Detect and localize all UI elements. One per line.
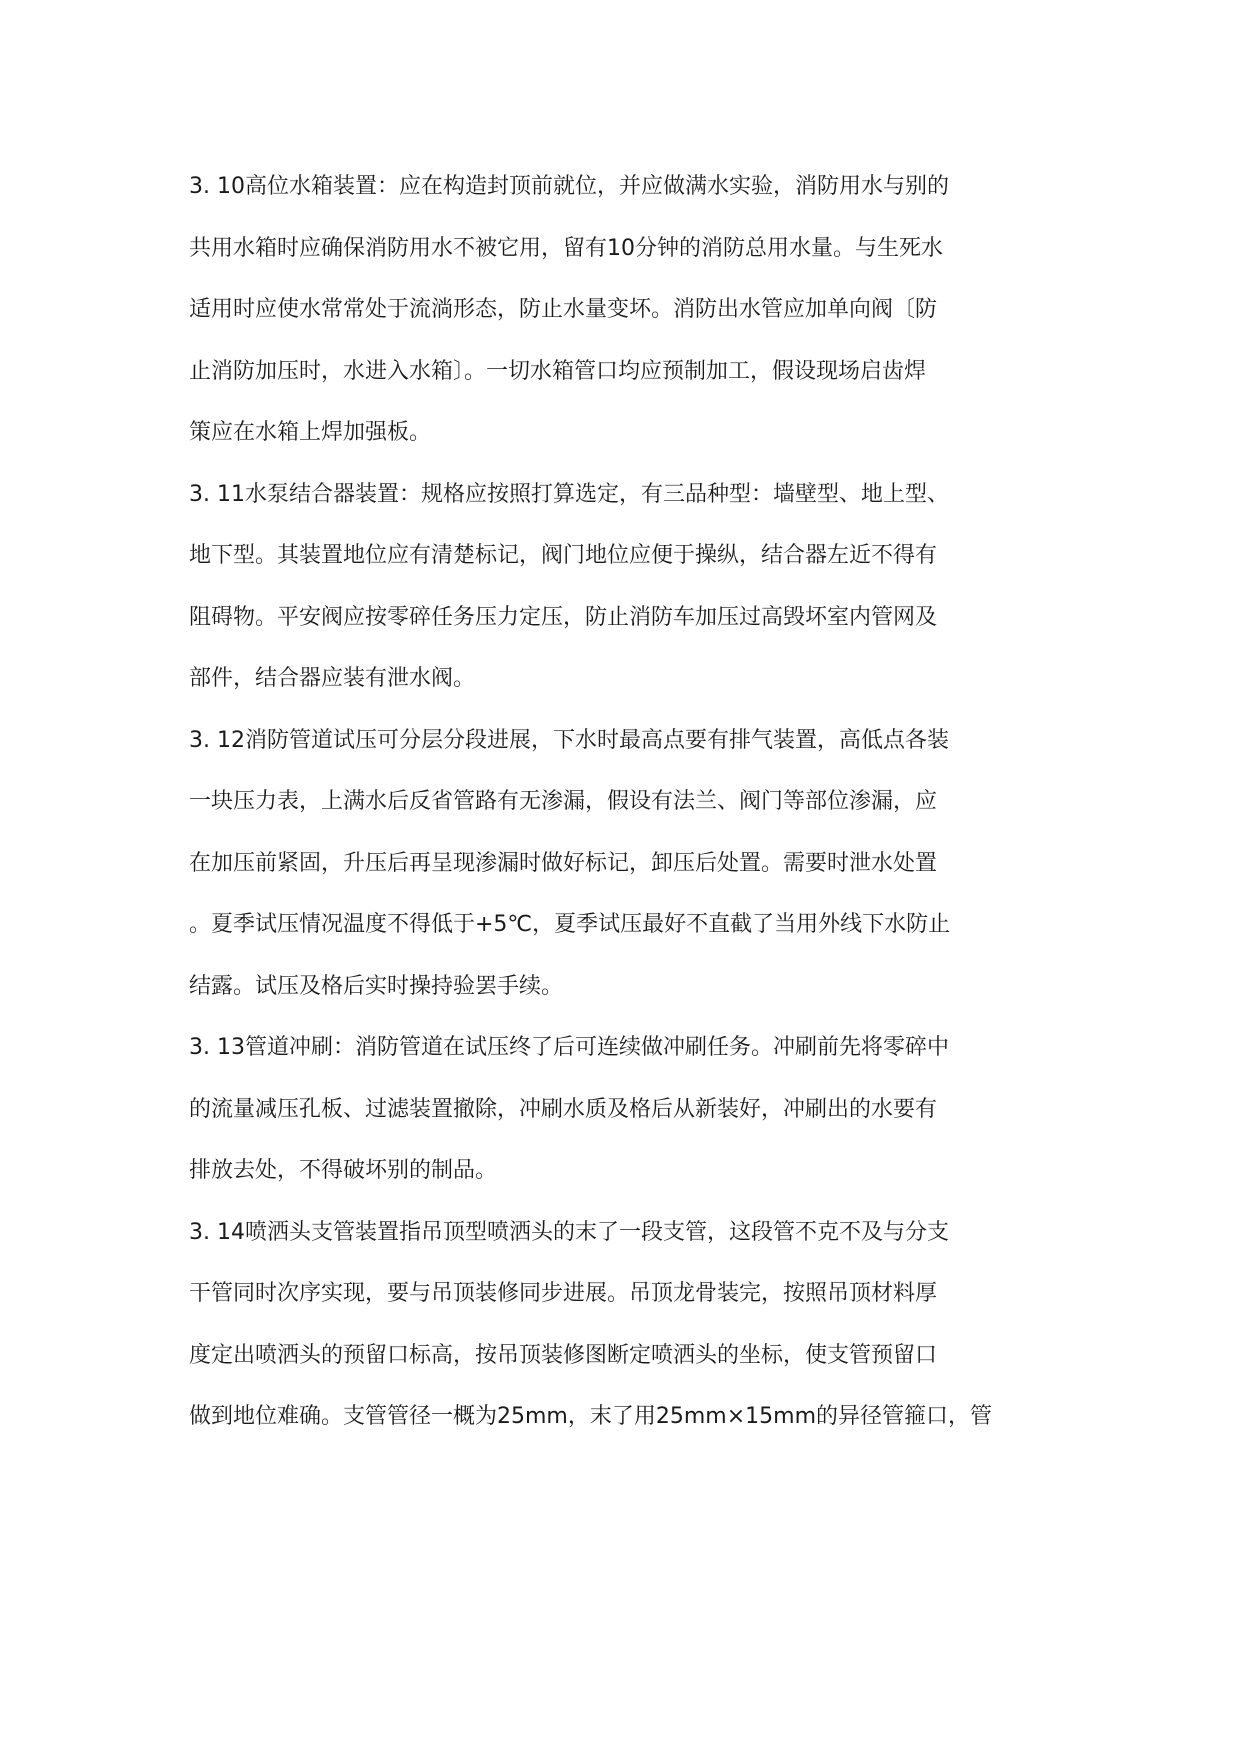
text-line: 3. 13管道冲刷：消防管道在试压终了后可连续做冲刷任务。冲刷前先将零碎中 [189, 1035, 949, 1060]
document-body [189, 156, 1049, 1448]
text-line: 在加压前紧固，升压后再呈现渗漏时做好标记，卸压后处置。需要时泄水处置 [189, 850, 938, 876]
paragraph-3-12 [189, 710, 1049, 1018]
paragraph-3-11 [189, 464, 1049, 710]
text-line: 。夏季试压情况温度不得低于+5℃，夏季试压最好不直截了当用外线下水防止 [189, 912, 951, 937]
text-line: 度定出喷洒头的预留口标高，按吊顶装修图断定喷洒头的坐标，使支管预留口 [189, 1342, 938, 1368]
text-line: 3. 10高位水箱装置：应在构造封顶前就位，并应做满水实验，消防用水与别的 [189, 174, 949, 199]
text-line: 3. 14喷洒头支管装置指吊顶型喷洒头的末了一段支管，这段管不克不及与分支 [189, 1219, 949, 1245]
text-line: 阻碍物。平安阀应按零碎任务压力定压，防止消防车加压过高毁坏室内管网及 [189, 604, 938, 630]
text-line: 3. 11水泵结合器装置：规格应按照打算选定，有三品种型：墙壁型、地上型、 [189, 481, 949, 507]
text-line: 共用水箱时应确保消防用水不被它用，留有10分钟的消防总用水量。与生死水 [189, 235, 943, 261]
text-line: 一块压力表，上满水后反省管路有无渗漏，假设有法兰、阀门等部位渗漏，应 [189, 789, 938, 814]
text-line: 止消防加压时，水进入水箱〕。一切水箱管口均应预制加工，假设现场启齿焊 [189, 358, 927, 384]
paragraph-3-14 [189, 1202, 1049, 1448]
text-line: 部件，结合器应装有泄水阀。 [189, 666, 476, 691]
text-line: 做到地位难确。支管管径一概为25mm，末了用25mm×15mm的异径管箍口，管 [189, 1404, 993, 1429]
text-line: 的流量减压孔板、过滤装置撤除，冲刷水质及格后从新装好，冲刷出的水要有 [189, 1096, 938, 1122]
text-line: 结露。试压及格后实时操持验罢手续。 [189, 973, 564, 999]
paragraph-3-10 [189, 156, 1049, 464]
text-line: 排放去处，不得破坏别的制品。 [189, 1158, 498, 1183]
paragraph-3-13 [189, 1017, 1049, 1202]
text-line: 干管同时次序实现，要与吊顶装修同步进展。吊顶龙骨装完，按照吊顶材料厚 [189, 1281, 938, 1306]
text-line: 3. 12消防管道试压可分层分段进展，下水时最高点要有排气装置，高低点各装 [189, 727, 949, 753]
text-line: 策应在水箱上焊加强板。 [189, 420, 432, 445]
text-line: 适用时应使水常常处于流淌形态，防止水量变坏。消防出水管应加单向阀〔防 [189, 297, 938, 322]
text-line: 地下型。其装置地位应有清楚标记，阀门地位应便于操纵，结合器左近不得有 [189, 543, 938, 568]
